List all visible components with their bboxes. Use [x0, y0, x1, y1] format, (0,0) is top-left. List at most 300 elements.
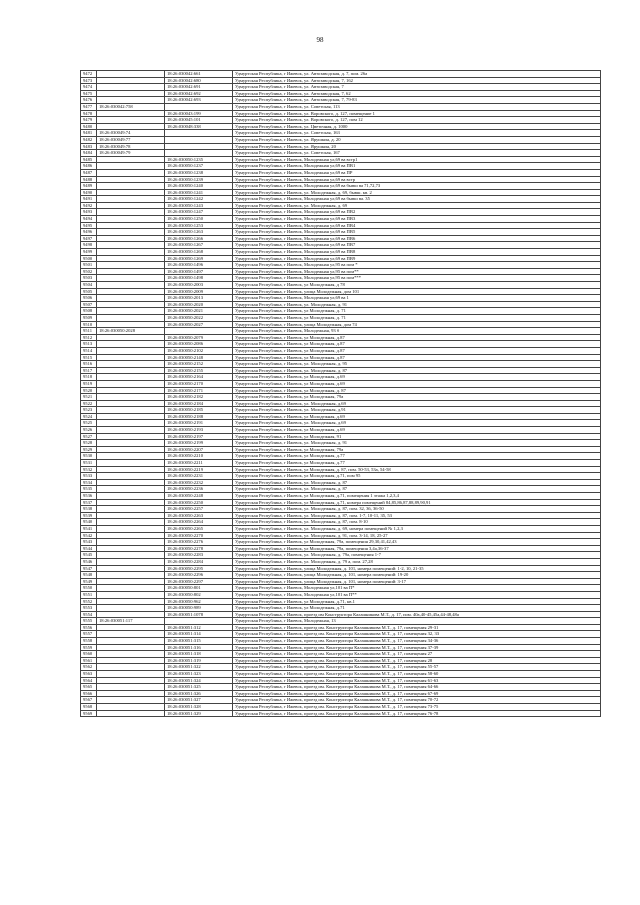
building-cadastral-cell: [97, 453, 165, 460]
row-number-cell: 9530: [81, 453, 97, 460]
building-cadastral-cell: [97, 123, 165, 130]
row-number-cell: 9516: [81, 361, 97, 368]
building-cadastral-cell: [97, 611, 165, 618]
row-number-cell: 9538: [81, 506, 97, 513]
building-cadastral-cell: [97, 710, 165, 717]
building-cadastral-cell: [97, 301, 165, 308]
address-cell: Удмуртская Республика, г Ижевск, Молодежная ул,95 ва пом**: [233, 268, 601, 275]
premises-cadastral-cell: 18:26:030051:316: [165, 644, 233, 651]
row-number-cell: 9499: [81, 249, 97, 256]
building-cadastral-cell: [97, 460, 165, 467]
address-cell: Удмуртская Республика, г Ижевск, ул. Автозаводская, 7, 62: [233, 90, 601, 97]
table-row: [81, 222, 601, 229]
address-cell: Удмуртская Республика, г Ижевск, улица Молодежная, д. 101, номера помещений: 1-2, 10, 21-35: [233, 565, 601, 572]
building-cadastral-cell: [97, 282, 165, 289]
table-row: [81, 565, 601, 572]
building-cadastral-cell: [97, 387, 165, 394]
row-number-cell: 9506: [81, 295, 97, 302]
table-row: [81, 631, 601, 638]
building-cadastral-cell: [97, 644, 165, 651]
building-cadastral-cell: [97, 704, 165, 711]
table-row: [81, 123, 601, 130]
address-cell: Удмуртская Республика, г Ижевск, Молодежная ул,69 ва ПВ9: [233, 255, 601, 262]
address-cell: Удмуртская Республика, г Ижевск, ул. Ярушкин, д. 20: [233, 136, 601, 143]
table-row: [81, 572, 601, 579]
table-row: [81, 460, 601, 467]
row-number-cell: 9539: [81, 512, 97, 519]
row-number-cell: 9560: [81, 651, 97, 658]
building-cadastral-cell: [97, 169, 165, 176]
address-cell: Удмуртская Республика, г Ижевск, ул. Молодежная, д. 87, пом. 8-10: [233, 519, 601, 526]
table-row: [81, 704, 601, 711]
address-cell: Удмуртская Республика, г Ижевск, ул Молодежная, 79а: [233, 394, 601, 401]
address-cell: Удмуртская Республика, г Ижевск, ул. Молодежная, д. 69: [233, 202, 601, 209]
row-number-cell: 9533: [81, 473, 97, 480]
address-cell: Удмуртская Республика, г Ижевск, Молодежная ул,69 ва ПВ2: [233, 209, 601, 216]
address-cell: Удмуртская Республика, г Ижевск, ул. Молодежная, д. 87: [233, 486, 601, 493]
table-row: [81, 84, 601, 91]
row-number-cell: 9508: [81, 308, 97, 315]
row-number-cell: 9534: [81, 479, 97, 486]
premises-cadastral-cell: 18:26:030050:802: [165, 591, 233, 598]
row-number-cell: 9496: [81, 229, 97, 236]
row-number-cell: 9511: [81, 328, 97, 335]
building-cadastral-cell: [97, 209, 165, 216]
row-number-cell: 9477: [81, 103, 97, 110]
building-cadastral-cell: [97, 413, 165, 420]
address-cell: Удмуртская Республика, г Ижевск, ул Молодежная, 79а: [233, 446, 601, 453]
table-row: [81, 354, 601, 361]
address-cell: Удмуртская Республика, г Ижевск, улица Молодежная, дом 74: [233, 321, 601, 328]
address-cell: Удмуртская Республика, г Ижевск, проезд им. Конструктора Калашникова М.Т., д. 17, помещения 64-66: [233, 684, 601, 691]
row-number-cell: 9564: [81, 677, 97, 684]
premises-cadastral-cell: 18:26:030050:2152: [165, 361, 233, 368]
building-cadastral-cell: [97, 321, 165, 328]
building-cadastral-cell: [97, 578, 165, 585]
row-number-cell: 9494: [81, 216, 97, 223]
address-cell: Удмуртская Республика, г Ижевск, ул. Молодежная, д.69: [233, 400, 601, 407]
address-cell: Удмуртская Республика, г Ижевск, Молодежная ул,69 ва ПВ3: [233, 216, 601, 223]
row-number-cell: 9507: [81, 301, 97, 308]
building-cadastral-cell: [97, 189, 165, 196]
premises-cadastral-cell: [165, 103, 233, 110]
premises-cadastral-cell: 18:26:030050:1268: [165, 249, 233, 256]
table-row: [81, 308, 601, 315]
row-number-cell: 9544: [81, 545, 97, 552]
premises-cadastral-cell: 18:26:030050:2009: [165, 288, 233, 295]
premises-cadastral-cell: 18:26:030051:318: [165, 651, 233, 658]
table-row: [81, 433, 601, 440]
premises-cadastral-cell: 18:26:030050:2191: [165, 420, 233, 427]
row-number-cell: 9486: [81, 163, 97, 170]
premises-cadastral-cell: 18:26:030050:1266: [165, 235, 233, 242]
address-cell: Удмуртская Республика, г Ижевск, ул Молодежная, д.87: [233, 354, 601, 361]
row-number-cell: 9483: [81, 143, 97, 150]
premises-cadastral-cell: 18:26:030050:2248: [165, 493, 233, 500]
premises-cadastral-cell: 18:26:030050:2197: [165, 433, 233, 440]
building-cadastral-cell: [97, 249, 165, 256]
table-row: [81, 519, 601, 526]
row-number-cell: 9563: [81, 671, 97, 678]
premises-cadastral-cell: 18:26:030051:319: [165, 657, 233, 664]
premises-cadastral-cell: 18:26:030050:1263: [165, 229, 233, 236]
row-number-cell: 9568: [81, 704, 97, 711]
address-cell: Удмуртская Республика, г Ижевск, ул. Цветочная, д. 1000: [233, 123, 601, 130]
row-number-cell: 9528: [81, 440, 97, 447]
address-cell: Удмуртская Республика, г Ижевск, проезд им. Конструктора Калашникова М.Т., д. 17, помещения 55-57: [233, 664, 601, 671]
row-number-cell: 9485: [81, 156, 97, 163]
premises-cadastral-cell: 18:26:030050:2284: [165, 558, 233, 565]
premises-cadastral-cell: 18:26:030050:2020: [165, 301, 233, 308]
row-number-cell: 9489: [81, 183, 97, 190]
row-number-cell: 9543: [81, 539, 97, 546]
table-row: [81, 334, 601, 341]
building-cadastral-cell: [97, 361, 165, 368]
row-number-cell: 9500: [81, 255, 97, 262]
building-cadastral-cell: [97, 585, 165, 592]
premises-cadastral-cell: 18:26:030051:323: [165, 671, 233, 678]
premises-cadastral-cell: 18:26:030050:2219: [165, 466, 233, 473]
table-row: [81, 677, 601, 684]
address-cell: Удмуртская Республика, г Ижевск, Молодежная ул,69 ва бывш ва 71,72,73: [233, 183, 601, 190]
building-cadastral-cell: [97, 506, 165, 513]
address-cell: Удмуртская Республика, г Ижевск, ул. Воровского, д. 127, помещение 1: [233, 110, 601, 117]
premises-cadastral-cell: 18:26:030050:1239: [165, 176, 233, 183]
address-cell: Удмуртская Республика, г Ижевск, проезд им. Конструктора Калашникова М.Т., д. 17, помещения 27: [233, 651, 601, 658]
row-number-cell: 9509: [81, 314, 97, 321]
table-row: [81, 598, 601, 605]
table-row: [81, 288, 601, 295]
building-cadastral-cell: [97, 664, 165, 671]
table-row: [81, 103, 601, 110]
table-row: [81, 189, 601, 196]
row-number-cell: 9482: [81, 136, 97, 143]
premises-cadastral-cell: 18:26:030050:2188: [165, 413, 233, 420]
address-cell: Удмуртская Республика, г Ижевск, Молодежная ул,69 ва ПВ5: [233, 229, 601, 236]
premises-cadastral-cell: 18:26:030050:2257: [165, 506, 233, 513]
building-cadastral-cell: [97, 605, 165, 612]
table-row: [81, 638, 601, 645]
building-cadastral-cell: [97, 631, 165, 638]
building-cadastral-cell: [97, 493, 165, 500]
premises-cadastral-cell: 18:26:030042:693: [165, 97, 233, 104]
table-row: [81, 605, 601, 612]
table-row: [81, 664, 601, 671]
table-row: [81, 657, 601, 664]
building-cadastral-cell: [97, 84, 165, 91]
building-cadastral-cell: [97, 77, 165, 84]
table-row: [81, 328, 601, 335]
address-cell: Удмуртская Республика, г Ижевск, проезд им. Конструктора Калашникова М.Т., д. 17, помещения 61-63: [233, 677, 601, 684]
table-row: [81, 440, 601, 447]
building-cadastral-cell: [97, 572, 165, 579]
row-number-cell: 9547: [81, 565, 97, 572]
building-cadastral-cell: [97, 275, 165, 282]
table-row: [81, 512, 601, 519]
premises-cadastral-cell: 18:26:030042:661: [165, 71, 233, 78]
table-row: [81, 479, 601, 486]
premises-cadastral-cell: 18:26:030050:1267: [165, 242, 233, 249]
building-cadastral-cell: [97, 677, 165, 684]
premises-cadastral-cell: [165, 150, 233, 157]
building-cadastral-cell: 18:26:030051:117: [97, 618, 165, 625]
address-cell: Удмуртская Республика, г Ижевск, ул Молодежная, д.69: [233, 427, 601, 434]
premises-cadastral-cell: 18:26:030050:2296: [165, 572, 233, 579]
table-row: [81, 176, 601, 183]
building-cadastral-cell: [97, 90, 165, 97]
row-number-cell: 9503: [81, 275, 97, 282]
row-number-cell: 9526: [81, 427, 97, 434]
row-number-cell: 9478: [81, 110, 97, 117]
building-cadastral-cell: 18:26:030049:74: [97, 130, 165, 137]
address-cell: Удмуртская Республика, г Ижевск, проезд им. Конструктора Калашникова М.Т., д. 17, помещения 28: [233, 657, 601, 664]
building-cadastral-cell: [97, 235, 165, 242]
table-row: [81, 301, 601, 308]
premises-cadastral-cell: 18:26:030050:2022: [165, 314, 233, 321]
building-cadastral-cell: [97, 466, 165, 473]
row-number-cell: 9558: [81, 638, 97, 645]
table-row: [81, 361, 601, 368]
table-row: [81, 235, 601, 242]
building-cadastral-cell: [97, 479, 165, 486]
row-number-cell: 9498: [81, 242, 97, 249]
address-cell: Удмуртская Республика, г Ижевск, ул. Ярушкин, 20: [233, 143, 601, 150]
building-cadastral-cell: [97, 657, 165, 664]
table-row: [81, 216, 601, 223]
row-number-cell: 9552: [81, 598, 97, 605]
building-cadastral-cell: [97, 697, 165, 704]
premises-cadastral-cell: 18:26:030050:2232: [165, 479, 233, 486]
premises-cadastral-cell: 18:26:030050:2236: [165, 486, 233, 493]
premises-cadastral-cell: 18:26:030050:2148: [165, 354, 233, 361]
row-number-cell: 9567: [81, 697, 97, 704]
address-cell: Удмуртская Республика, г Ижевск, Молодежная ул,69 ва ПР: [233, 169, 601, 176]
premises-cadastral-cell: [165, 130, 233, 137]
building-cadastral-cell: [97, 638, 165, 645]
table-row: [81, 591, 601, 598]
building-cadastral-cell: [97, 545, 165, 552]
address-cell: Удмуртская Республика, г Ижевск, ул Молодежная, д.71, пом 95: [233, 473, 601, 480]
building-cadastral-cell: [97, 671, 165, 678]
building-cadastral-cell: [97, 684, 165, 691]
address-cell: Удмуртская Республика, г Ижевск, Молодежная ул,69 ва 1: [233, 295, 601, 302]
address-cell: Удмуртская Республика, г Ижевск, Молодежная ул,95 ва пом***: [233, 275, 601, 282]
address-cell: Удмуртская Республика, г Ижевск, Молодежная ул,101 ва П*: [233, 585, 601, 592]
table-row: [81, 394, 601, 401]
address-cell: Удмуртская Республика, г Ижевск, ул. Автозаводская, 7: [233, 84, 601, 91]
premises-cadastral-cell: 18:26:030051:329: [165, 710, 233, 717]
building-cadastral-cell: [97, 176, 165, 183]
address-cell: Удмуртская Республика, г Ижевск, ул Молодежная, 79а, помещения 29,30,41,42,43: [233, 539, 601, 546]
premises-cadastral-cell: 18:26:030050:2079: [165, 334, 233, 341]
address-cell: Удмуртская Республика, г Ижевск, ул. Молодежная, д. 95: [233, 361, 601, 368]
address-cell: Удмуртская Республика, г Ижевск, Молодежная ул,69 ва встр: [233, 176, 601, 183]
row-number-cell: 9522: [81, 400, 97, 407]
row-number-cell: 9490: [81, 189, 97, 196]
address-cell: Удмуртская Республика, г Ижевск, ул. Молодежная, д. 91, пом. 3-14, 18, 25-27: [233, 532, 601, 539]
address-cell: Удмуртская Республика, г Ижевск, ул Молодежная, д.69: [233, 374, 601, 381]
premises-cadastral-cell: 18:26:030043:199: [165, 110, 233, 117]
address-cell: Удмуртская Республика, г Ижевск, проезд им. Конструктора Калашникова М.Т., д. 17, помещения 32, 33: [233, 631, 601, 638]
registry-table: [80, 70, 601, 717]
table-row: [81, 90, 601, 97]
row-number-cell: 9480: [81, 123, 97, 130]
premises-cadastral-cell: 18:26:030050:1237: [165, 163, 233, 170]
row-number-cell: 9565: [81, 684, 97, 691]
table-row: [81, 493, 601, 500]
building-cadastral-cell: [97, 262, 165, 269]
address-cell: Удмуртская Республика, г Ижевск, Молодежная ул,69 ва ПВ4: [233, 222, 601, 229]
building-cadastral-cell: [97, 591, 165, 598]
building-cadastral-cell: [97, 565, 165, 572]
building-cadastral-cell: [97, 380, 165, 387]
row-number-cell: 9484: [81, 150, 97, 157]
row-number-cell: 9481: [81, 130, 97, 137]
premises-cadastral-cell: 18:26:030050:1269: [165, 255, 233, 262]
address-cell: Удмуртская Республика, г Ижевск, проезд им. Конструктора Калашникова М.Т., д. 17, помещения 29-31: [233, 624, 601, 631]
building-cadastral-cell: [97, 532, 165, 539]
address-cell: Удмуртская Республика, г Ижевск, ул. Молодежная, д.69: [233, 420, 601, 427]
row-number-cell: 9479: [81, 117, 97, 124]
building-cadastral-cell: [97, 394, 165, 401]
row-number-cell: 9501: [81, 262, 97, 269]
premises-cadastral-cell: 18:26:030050:2182: [165, 394, 233, 401]
row-number-cell: 9518: [81, 374, 97, 381]
building-cadastral-cell: [97, 367, 165, 374]
building-cadastral-cell: [97, 314, 165, 321]
row-number-cell: 9561: [81, 657, 97, 664]
row-number-cell: 9488: [81, 176, 97, 183]
row-number-cell: 9551: [81, 591, 97, 598]
table-row: [81, 618, 601, 625]
table-row: [81, 163, 601, 170]
row-number-cell: 9529: [81, 446, 97, 453]
address-cell: Удмуртская Республика, г Ижевск, ул. Воровского, д. 127, пом 12: [233, 117, 601, 124]
address-cell: Удмуртская Республика, г Ижевск, ул. Советская, 167: [233, 150, 601, 157]
address-cell: Удмуртская Республика, г Ижевск, ул. Молодежная, д. 69, номера помещений № 1,2,3: [233, 525, 601, 532]
row-number-cell: 9555: [81, 618, 97, 625]
table-row: [81, 117, 601, 124]
premises-cadastral-cell: [165, 143, 233, 150]
premises-cadastral-cell: 18:26:030050:2184: [165, 400, 233, 407]
building-cadastral-cell: [97, 486, 165, 493]
address-cell: Удмуртская Республика, г Ижевск, проезд им. Конструктора Калашникова М.Т., д. 17, помещения 73-75: [233, 704, 601, 711]
address-cell: Удмуртская Республика, г Ижевск, ул. Автозаводская, д. 7, пом. 26а: [233, 71, 601, 78]
building-cadastral-cell: [97, 163, 165, 170]
address-cell: Удмуртская Республика, г Ижевск, ул Молодежная, д.87: [233, 341, 601, 348]
row-number-cell: 9527: [81, 433, 97, 440]
address-cell: Удмуртская Республика, г Ижевск, ул. Молодежная, д.91: [233, 407, 601, 414]
address-cell: Удмуртская Республика, г Ижевск, улица Молодежная, дом 101: [233, 288, 601, 295]
address-cell: Удмуртская Республика, г Ижевск, ул Молодежная, д. 71: [233, 314, 601, 321]
building-cadastral-cell: [97, 427, 165, 434]
premises-cadastral-cell: 18:26:030050:2013: [165, 295, 233, 302]
table-row: [81, 275, 601, 282]
row-number-cell: 9487: [81, 169, 97, 176]
table-row: [81, 684, 601, 691]
table-row: [81, 249, 601, 256]
row-number-cell: 9556: [81, 624, 97, 631]
row-number-cell: 9473: [81, 77, 97, 84]
address-cell: Удмуртская Республика, г Ижевск, улица Молодежная, д. 101, номера помещений: 19-20: [233, 572, 601, 579]
table-row: [81, 486, 601, 493]
premises-cadastral-cell: 18:26:030050:1238: [165, 169, 233, 176]
building-cadastral-cell: [97, 440, 165, 447]
address-cell: Удмуртская Республика, г Ижевск, ул Молодежная, д. 71: [233, 308, 601, 315]
building-cadastral-cell: [97, 446, 165, 453]
building-cadastral-cell: [97, 512, 165, 519]
premises-cadastral-cell: 18:26:030050:2211: [165, 460, 233, 467]
premises-cadastral-cell: 18:26:030050:2297: [165, 578, 233, 585]
address-cell: Удмуртская Республика, г Ижевск, улица Молодежная, д. 101, номера помещений: 3-17: [233, 578, 601, 585]
table-row: [81, 466, 601, 473]
table-row: [81, 143, 601, 150]
table-row: [81, 453, 601, 460]
address-cell: Удмуртская Республика, г Ижевск, ул Молодежная, д.87: [233, 334, 601, 341]
table-row: [81, 150, 601, 157]
premises-cadastral-cell: 18:26:030050:2263: [165, 512, 233, 519]
table-row: [81, 229, 601, 236]
address-cell: Удмуртская Республика, г Ижевск, ул Молодежная, д.71, помещения 1 этажа 1,2,3,4: [233, 493, 601, 500]
row-number-cell: 9557: [81, 631, 97, 638]
table-row: [81, 71, 601, 78]
table-row: [81, 624, 601, 631]
premises-cadastral-cell: 18:26:030050:2276: [165, 539, 233, 546]
building-cadastral-cell: [97, 341, 165, 348]
address-cell: Удмуртская Республика, г Ижевск, ул. Советская, 163: [233, 130, 601, 137]
row-number-cell: 9545: [81, 552, 97, 559]
address-cell: Удмуртская Республика, г Ижевск, ул Молодежная, д.71: [233, 605, 601, 612]
building-cadastral-cell: 18:26:030049:79: [97, 150, 165, 157]
premises-cadastral-cell: 18:26:030050:2185: [165, 407, 233, 414]
building-cadastral-cell: [97, 420, 165, 427]
row-number-cell: 9566: [81, 690, 97, 697]
premises-cadastral-cell: 18:26:030050:2199: [165, 440, 233, 447]
premises-cadastral-cell: 18:26:030050:1496: [165, 262, 233, 269]
premises-cadastral-cell: 18:26:030050:2283: [165, 552, 233, 559]
table-row: [81, 420, 601, 427]
row-number-cell: 9554: [81, 611, 97, 618]
address-cell: Удмуртская Республика, г Ижевск, ул. Молодежная, д. 79 а, пом. 27,28: [233, 558, 601, 565]
table-row: [81, 545, 601, 552]
address-cell: Удмуртская Республика, г Ижевск, Молодежная ул,95 ва пом *: [233, 262, 601, 269]
table-row: [81, 262, 601, 269]
building-cadastral-cell: 18:26:030049:77: [97, 136, 165, 143]
premises-cadastral-cell: 18:26:030050:2155: [165, 367, 233, 374]
building-cadastral-cell: [97, 651, 165, 658]
row-number-cell: 9532: [81, 466, 97, 473]
premises-cadastral-cell: 18:26:030051:325: [165, 684, 233, 691]
row-number-cell: 9517: [81, 367, 97, 374]
address-cell: Удмуртская Республика, г Ижевск, ул Молодежная, д.69: [233, 413, 601, 420]
table-row: [81, 506, 601, 513]
address-cell: Удмуртская Республика, г Ижевск, ул. Молодежная, д. 91: [233, 301, 601, 308]
premises-cadastral-cell: 18:26:030050:962: [165, 598, 233, 605]
building-cadastral-cell: [97, 196, 165, 203]
address-cell: Удмуртская Республика, г Ижевск, Молодежная ул,69 ва ПВ7: [233, 242, 601, 249]
premises-cadastral-cell: 18:26:030050:2250: [165, 499, 233, 506]
building-cadastral-cell: [97, 288, 165, 295]
table-row: [81, 611, 601, 618]
row-number-cell: 9525: [81, 420, 97, 427]
premises-cadastral-cell: 18:26:030050:1497: [165, 268, 233, 275]
address-cell: Удмуртская Республика, г Ижевск, проезд им. Конструктора Калашникова М.Т., д. 17, помещения 76-78: [233, 710, 601, 717]
row-number-cell: 9569: [81, 710, 97, 717]
building-cadastral-cell: [97, 347, 165, 354]
premises-cadastral-cell: 18:26:030050:1243: [165, 202, 233, 209]
row-number-cell: 9520: [81, 387, 97, 394]
address-cell: Удмуртская Республика, г Ижевск, проезд им. Конструктора Калашникова М.Т., д. 17, помещения 58-60: [233, 671, 601, 678]
